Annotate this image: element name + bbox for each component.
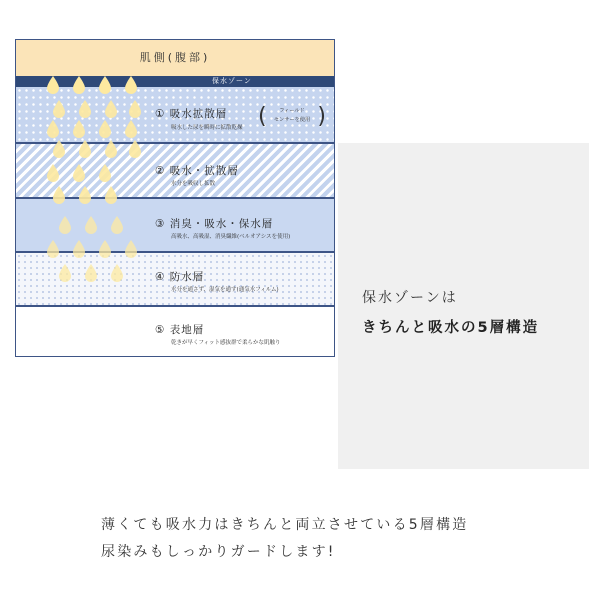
water-drop-icon (128, 140, 142, 158)
water-drop-icon (72, 164, 86, 182)
panel-headline: きちんと吸水の5層構造 (362, 320, 540, 336)
water-drop-icon (46, 120, 60, 138)
bracket-left-icon: ( (258, 104, 267, 129)
water-drop-icon (84, 216, 98, 234)
water-drop-icon (72, 240, 86, 258)
water-drop-icon (128, 100, 142, 118)
diagram-header: 肌側(腹部) (16, 40, 334, 76)
layer-3-desc: 高吸水、高吸湿、消臭繊維(ベルオアシスを使用) (171, 234, 291, 240)
water-drop-icon (78, 100, 92, 118)
sensor-note-line1: フィールド (279, 108, 305, 114)
water-drop-icon (104, 186, 118, 204)
water-drop-icon (104, 100, 118, 118)
layer-2-desc: 水分を吸収し拡散 (171, 181, 216, 187)
layer-4-title: ④ 防水層 (155, 271, 205, 283)
water-drop-icon (46, 164, 60, 182)
sensor-note-line2: センサーを使用 (273, 117, 311, 123)
water-drop-icon (98, 120, 112, 138)
layer-1-desc: 吸水した尿を瞬時に拡散乾燥 (171, 125, 243, 131)
water-drop-icon (110, 216, 124, 234)
layer-diagram (15, 39, 335, 357)
zone-label: 保水ゾーン (16, 76, 334, 87)
water-drop-icon (110, 264, 124, 282)
layer-5-title: ⑤ 表地層 (155, 324, 205, 336)
water-drop-icon (52, 140, 66, 158)
water-drop-icon (98, 76, 112, 94)
layer-3-title: ③ 消臭・吸水・保水層 (155, 218, 274, 230)
water-drop-icon (124, 76, 138, 94)
layer-1-title: ① 吸水拡散層 (155, 108, 228, 120)
water-drop-icon (72, 120, 86, 138)
water-drop-icon (46, 76, 60, 94)
water-drop-icon (124, 240, 138, 258)
layer-4-desc: 水分を通さず、湿気を通す(通気水フィルム) (171, 287, 279, 293)
sensor-note (258, 104, 326, 130)
bracket-right-icon: ) (317, 104, 326, 129)
water-drop-icon (58, 264, 72, 282)
summary-line-2: 尿染みもしっかりガードします! (101, 544, 336, 560)
water-drop-icon (78, 186, 92, 204)
summary-line-1: 薄くても吸水力はきちんと両立させている5層構造 (101, 517, 469, 533)
water-drop-icon (52, 186, 66, 204)
water-drop-icon (58, 216, 72, 234)
water-drop-icon (72, 76, 86, 94)
panel-caption: 保水ゾーンは (362, 290, 458, 306)
water-drop-icon (98, 240, 112, 258)
water-drop-icon (52, 100, 66, 118)
water-drop-icon (78, 140, 92, 158)
layer-2-title: ② 吸水・拡散層 (155, 165, 239, 177)
water-drop-icon (98, 164, 112, 182)
layer-5-desc: 乾きが早くフィット感抜群で柔らかな肌触り (171, 340, 281, 346)
water-drop-icon (104, 140, 118, 158)
water-drop-icon (46, 240, 60, 258)
water-drop-icon (124, 120, 138, 138)
water-drop-icon (84, 264, 98, 282)
